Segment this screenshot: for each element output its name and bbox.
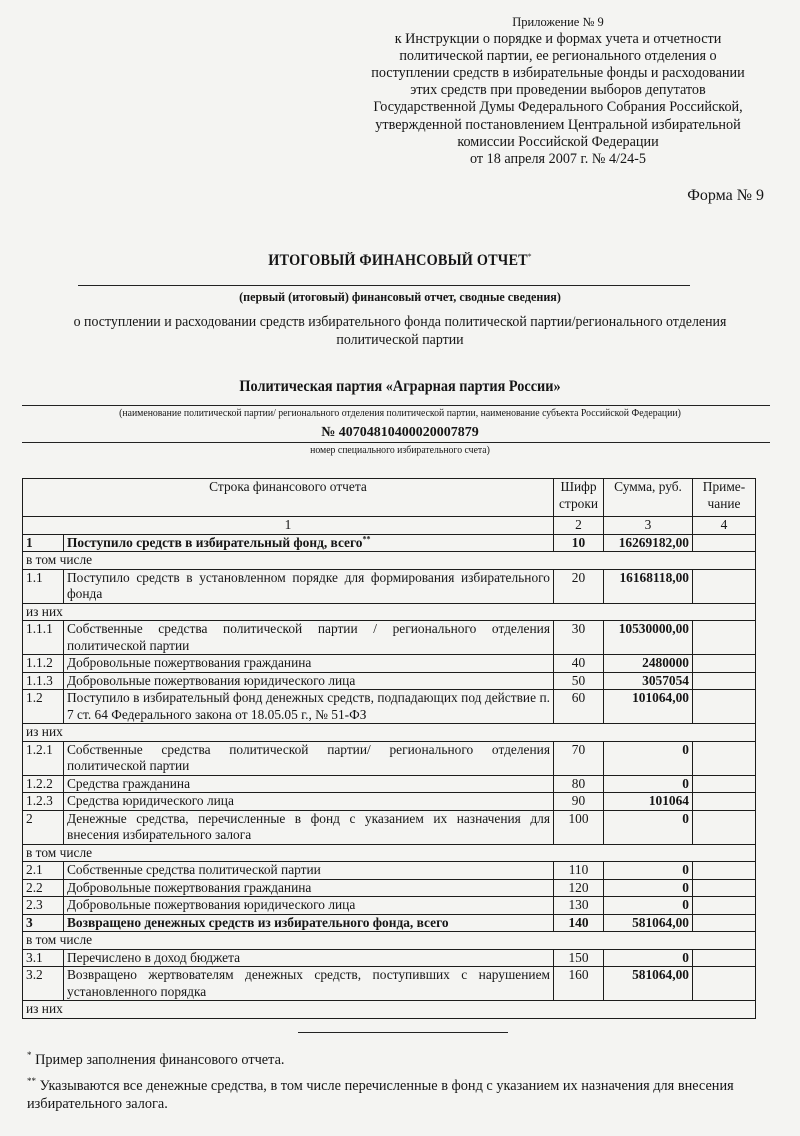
- subheader-label: из них: [23, 603, 756, 621]
- financial-report-table: [22, 478, 756, 1019]
- row-note: [693, 741, 756, 775]
- row-sum: 0: [604, 879, 693, 897]
- row-label: [64, 897, 554, 915]
- row-code: 70: [554, 741, 604, 775]
- party-name: Политическая партия «Аграрная партия России»: [239, 378, 561, 395]
- row-index: 2.1: [23, 862, 64, 880]
- row-note: [693, 862, 756, 880]
- row-label: [64, 569, 554, 603]
- row-index: 3.2: [23, 967, 64, 1001]
- row-index: 2: [23, 810, 64, 844]
- column-number-row: [23, 517, 756, 535]
- footnote-text: Указываются все денежные средства, в том числе перечисленные в фонд с указанием их назначения для внесения избирательного залога.: [27, 1077, 734, 1112]
- appendix-line: этих средств при проведении выборов депутатов: [410, 82, 706, 99]
- row-index: 1.2.2: [23, 775, 64, 793]
- row-label: [64, 741, 554, 775]
- table-row: [23, 775, 756, 793]
- row-index: 3: [23, 914, 64, 932]
- column-number: 1: [23, 517, 554, 535]
- row-index: 1.2.3: [23, 793, 64, 811]
- row-sum: 16269182,00: [604, 534, 693, 552]
- account-caption: номер специального избирательного счета): [310, 445, 490, 456]
- row-note: [693, 621, 756, 655]
- row-code: 10: [554, 534, 604, 552]
- row-label-text: Добровольные пожертвования юридического лица: [67, 672, 356, 688]
- row-note: [693, 810, 756, 844]
- appendix-line: политической партии, ее регионального отделения о: [399, 48, 717, 65]
- row-code: 20: [554, 569, 604, 603]
- row-note: [693, 793, 756, 811]
- row-sum: 101064: [604, 793, 693, 811]
- party-rule: [22, 405, 770, 406]
- table-row: [23, 949, 756, 967]
- party-caption: (наименование политической партии/ регионального отделения политической партии, наименование субъекта Российской Федерации): [119, 408, 681, 419]
- row-index: 3.1: [23, 949, 64, 967]
- row-label: [64, 690, 554, 724]
- row-code: 110: [554, 862, 604, 880]
- subheader-row: [23, 552, 756, 570]
- row-index: 1.1.2: [23, 655, 64, 673]
- row-note: [693, 949, 756, 967]
- row-sum: 3057054: [604, 672, 693, 690]
- row-sum: 0: [604, 775, 693, 793]
- row-label-text: Добровольные пожертвования гражданина: [67, 655, 312, 670]
- appendix-line: комиссии Российской Федерации: [457, 133, 659, 150]
- form-number: Форма № 9: [687, 187, 764, 204]
- footnote-mark: *: [27, 1050, 32, 1060]
- table-row: [23, 655, 756, 673]
- row-note: [693, 967, 756, 1001]
- row-sum: 581064,00: [604, 914, 693, 932]
- row-note: [693, 690, 756, 724]
- table-row: [23, 793, 756, 811]
- row-code: 50: [554, 672, 604, 690]
- footnote-rule: [298, 1032, 508, 1033]
- table-header-row: [23, 479, 756, 517]
- row-label: [64, 949, 554, 967]
- row-label-text: Возвращено жертвователям денежных средств, поступивших с нарушением установленного порядка: [67, 967, 550, 999]
- row-label: [64, 810, 554, 844]
- row-note: [693, 914, 756, 932]
- subheader-label: из них: [23, 1001, 756, 1019]
- table-row: [23, 810, 756, 844]
- account-rule: [22, 442, 770, 443]
- table-row: [23, 690, 756, 724]
- row-sum: 2480000: [604, 655, 693, 673]
- table-row: [23, 534, 756, 552]
- account-number: № 40704810400020007879: [321, 425, 479, 440]
- row-code: 100: [554, 810, 604, 844]
- row-code: 30: [554, 621, 604, 655]
- footnote-2: [27, 1072, 767, 1113]
- row-sum: 10530000,00: [604, 621, 693, 655]
- row-label: [64, 967, 554, 1001]
- appendix-line: утвержденной постановлением Центральной избирательной: [375, 116, 741, 133]
- table-row: [23, 914, 756, 932]
- table-row: [23, 897, 756, 915]
- row-label: [64, 672, 554, 690]
- subheader-label: в том числе: [23, 552, 756, 570]
- row-label: [64, 655, 554, 673]
- footnote-1: [27, 1046, 767, 1069]
- row-sum: 16168118,00: [604, 569, 693, 603]
- row-index: 2.2: [23, 879, 64, 897]
- row-sum: 0: [604, 897, 693, 915]
- row-label-text: Возвращено денежных средств из избирательного фонда, всего: [67, 914, 449, 930]
- subheader-row: [23, 932, 756, 950]
- row-label-text: Собственные средства политической партии/ регионального отделения политической партии: [67, 741, 550, 773]
- subheader-row: [23, 724, 756, 742]
- row-sum: 0: [604, 741, 693, 775]
- row-label-text: Средства юридического лица: [67, 793, 234, 808]
- table-row: [23, 879, 756, 897]
- row-code: 90: [554, 793, 604, 811]
- row-index: 1: [23, 534, 64, 552]
- table-row: [23, 741, 756, 775]
- row-code: 120: [554, 879, 604, 897]
- title-footnote-mark: *: [527, 252, 532, 261]
- row-note: [693, 655, 756, 673]
- footnote-text: Пример заполнения финансового отчета.: [35, 1051, 285, 1068]
- title-text: ИТОГОВЫЙ ФИНАНСОВЫЙ ОТЧЕТ: [268, 252, 528, 270]
- subheader-row: [23, 1001, 756, 1019]
- subheader-row: [23, 844, 756, 862]
- row-note: [693, 569, 756, 603]
- title-rule: [78, 285, 690, 286]
- header-note: Приме-чание: [693, 479, 756, 517]
- row-index: 1.1.3: [23, 672, 64, 690]
- appendix-line: Государственной Думы Федерального Собрания Российской,: [373, 99, 743, 116]
- row-label: [64, 775, 554, 793]
- row-label-text: Поступило средств в установленном порядке для формирования избирательного фонда: [67, 569, 550, 601]
- row-index: 1.2: [23, 690, 64, 724]
- row-sum: 0: [604, 810, 693, 844]
- header-code: Шифр строки: [554, 479, 604, 517]
- appendix-line: Приложение № 9: [512, 15, 604, 29]
- row-sum: 101064,00: [604, 690, 693, 724]
- row-code: 130: [554, 897, 604, 915]
- column-number: 4: [693, 517, 756, 535]
- row-note: [693, 775, 756, 793]
- row-label: [64, 621, 554, 655]
- appendix-header: [340, 14, 776, 168]
- row-sum: 0: [604, 862, 693, 880]
- row-label-text: Поступило в избирательный фонд денежных средств, подпадающих под действие п. 7 ст. 64 Федерального закона от 18.05.05 г., № 51-ФЗ: [67, 690, 550, 722]
- row-label: [64, 793, 554, 811]
- row-index: 1.1.1: [23, 621, 64, 655]
- header-line: Строка финансового отчета: [23, 479, 554, 517]
- row-label-text: Поступило средств в избирательный фонд, всего: [67, 534, 363, 550]
- row-label: [64, 862, 554, 880]
- table-row: [23, 967, 756, 1001]
- subheader-label: в том числе: [23, 932, 756, 950]
- row-code: 40: [554, 655, 604, 673]
- table-row: [23, 569, 756, 603]
- row-note: [693, 672, 756, 690]
- row-index: 2.3: [23, 897, 64, 915]
- row-label-text: Перечислено в доход бюджета: [67, 949, 241, 965]
- row-note: [693, 879, 756, 897]
- row-label-text: Собственные средства политической партии: [67, 862, 321, 877]
- row-code: 60: [554, 690, 604, 724]
- header-sum: Сумма, руб.: [604, 479, 693, 517]
- row-index: 1.1: [23, 569, 64, 603]
- footnote-mark: **: [27, 1076, 36, 1086]
- subheader-row: [23, 603, 756, 621]
- report-subtitle: (первый (итоговый) финансовый отчет, сводные сведения): [239, 289, 561, 304]
- column-number: 3: [604, 517, 693, 535]
- row-note: [693, 534, 756, 552]
- row-label-text: Добровольные пожертвования гражданина: [67, 879, 312, 895]
- row-note: [693, 897, 756, 915]
- subheader-label: из них: [23, 724, 756, 742]
- table-row: [23, 862, 756, 880]
- table-row: [23, 621, 756, 655]
- appendix-line: от 18 апреля 2007 г. № 4/24-5: [470, 150, 646, 167]
- row-label-text: Средства гражданина: [67, 775, 191, 791]
- document-title: [32, 252, 768, 270]
- row-label-text: Денежные средства, перечисленные в фонд с указанием их назначения для внесения избирательного залога: [67, 810, 550, 842]
- row-sum: 581064,00: [604, 967, 693, 1001]
- table-row: [23, 672, 756, 690]
- row-code: 140: [554, 914, 604, 932]
- row-index: 1.2.1: [23, 741, 64, 775]
- row-sum: 0: [604, 949, 693, 967]
- footnote-mark: **: [362, 534, 371, 544]
- row-label-text: Добровольные пожертвования юридического лица: [67, 897, 356, 912]
- row-code: 160: [554, 967, 604, 1001]
- appendix-line: к Инструкции о порядке и формах учета и отчетности: [394, 31, 722, 48]
- row-code: 80: [554, 775, 604, 793]
- row-label: [64, 879, 554, 897]
- row-code: 150: [554, 949, 604, 967]
- row-label-text: Собственные средства политической партии / регионального отделения политической партии: [67, 621, 550, 653]
- subheader-label: в том числе: [23, 844, 756, 862]
- row-label: [64, 534, 554, 552]
- column-number: 2: [554, 517, 604, 535]
- appendix-line: поступлении средств в избирательные фонды и расходовании: [371, 65, 745, 82]
- row-label: [64, 914, 554, 932]
- report-description: о поступлении и расходовании средств избирательного фонда политической партии/регионального отделения политической партии: [73, 314, 727, 348]
